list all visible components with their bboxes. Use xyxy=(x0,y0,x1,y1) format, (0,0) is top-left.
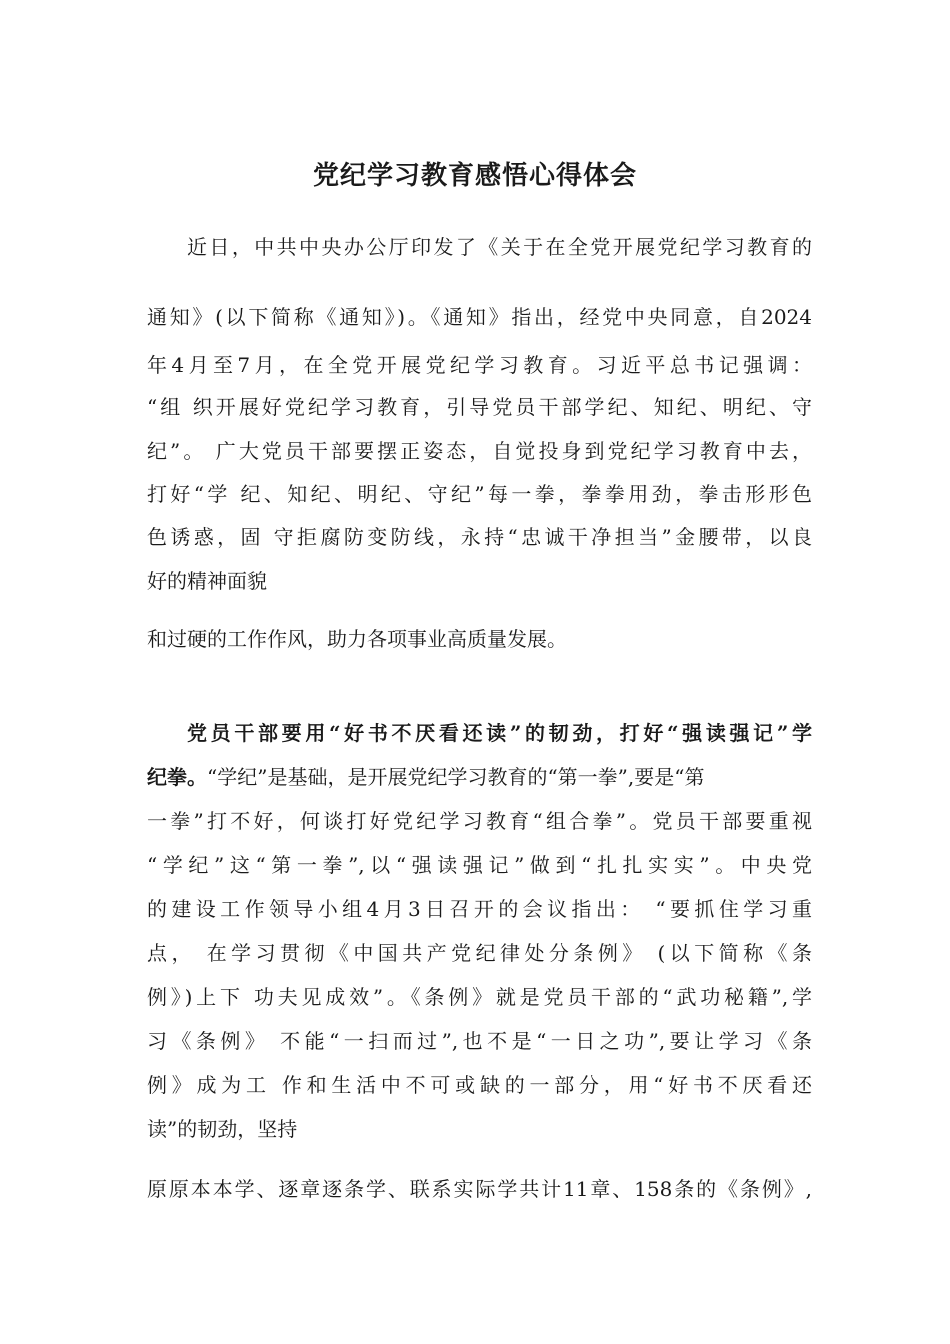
paragraph2-line-2-rest: “学纪”是基础，是开展党纪学习教育的“第一拳”,要是“第 xyxy=(207,765,705,789)
paragraph1-continuation: 和过硬的工作作风，助力各项事业高质量发展。 xyxy=(147,627,567,651)
paragraph2-continuation: 原原本本学、逐章逐条学、联系实际学共计11章、158条的《条例》, xyxy=(147,1177,812,1201)
paragraph2-line-4: “学纪”这“第一拳”,以“强读强记”做到“扎扎实实”。中央党 xyxy=(147,853,812,877)
paragraph2-line-5: 的建设工作领导小组4月3日召开的会议指出： “要抓住学习重 xyxy=(147,897,812,921)
paragraph1-line-8: 好的精神面貌 xyxy=(147,569,267,593)
paragraph1-line-4: “组 织开展好党纪学习教育，引导党员干部学纪、知纪、明纪、守 xyxy=(147,395,812,419)
paragraph2-heading-end: 纪拳。 xyxy=(147,765,207,789)
paragraph1-line-6: 打好“学 纪、知纪、明纪、守纪”每一拳，拳拳用劲，拳击形形色 xyxy=(147,482,812,506)
paragraph1-line-5: 纪”。 广大党员干部要摆正姿态，自觉投身到党纪学习教育中去， xyxy=(147,439,812,463)
paragraph2-line-6: 点， 在学习贯彻《中国共产党纪律处分条例》 (以下简称《条 xyxy=(147,941,812,965)
paragraph2-line-3: 一拳”打不好，何谈打好党纪学习教育“组合拳”。党员干部要重视 xyxy=(147,809,812,833)
paragraph2-line-2 xyxy=(147,762,812,792)
paragraph1-line-3: 年4月至7月，在全党开展党纪学习教育。习近平总书记强调： xyxy=(147,353,812,377)
paragraph2-line-9: 例》成为工 作和生活中不可或缺的一部分，用“好书不厌看还 xyxy=(147,1073,812,1097)
paragraph2-heading-line-1: 党员干部要用“好书不厌看还读”的韧劲，打好“强读强记”学 xyxy=(187,721,812,745)
paragraph1-line-2: 通知》(以下简称《通知》)。《通知》指出，经党中央同意，自2024 xyxy=(147,305,812,329)
paragraph2-line-8: 习《条例》 不能“一扫而过”,也不是“一日之功”,要让学习《条 xyxy=(147,1029,812,1053)
paragraph2-line-10: 读”的韧劲，坚持 xyxy=(147,1117,298,1141)
paragraph1-line-1: 近日，中共中央办公厅印发了《关于在全党开展党纪学习教育的 xyxy=(187,235,812,259)
document-title: 党纪学习教育感悟心得体会 xyxy=(312,161,637,191)
paragraph2-line-7: 例》)上下 功夫见成效”。《条例》就是党员干部的“武功秘籍”,学 xyxy=(147,985,812,1009)
paragraph1-line-7: 色诱惑，固 守拒腐防变防线，永持“忠诚干净担当”金腰带，以良 xyxy=(147,525,812,549)
